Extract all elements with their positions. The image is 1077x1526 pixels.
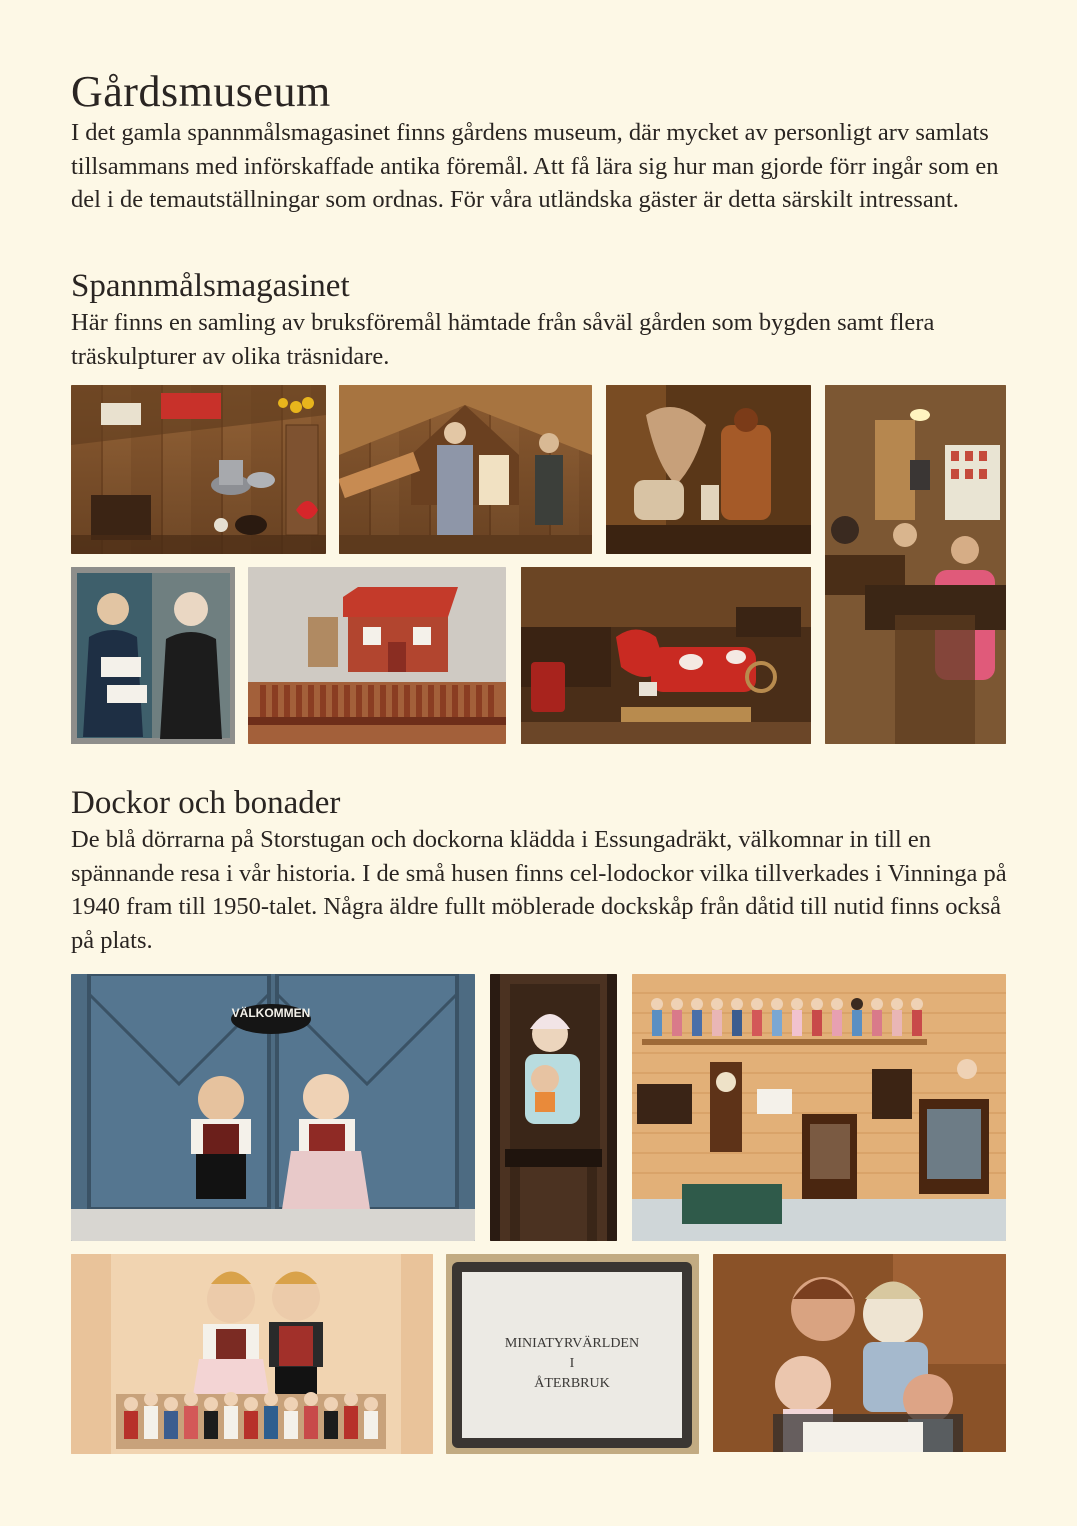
section-text-dockor-och-bonader: De blå dörrarna på Storstugan och dockorna klädda i Essungadräkt, välkomnar in till en spännande resa i vår historia. I de små husen finns cel-lodockor vilka tillverkades i Vinninga på 1940 fram till 1950-talet. Några äldre fullt möblerade dockskåp från dåtid till nutid finns också på plats. <box>71 826 1007 954</box>
photo-attic-mannequins-art <box>339 385 592 554</box>
page-title: Gårdsmuseum <box>71 67 331 116</box>
photo-attic-household-items <box>71 385 326 554</box>
photo-portrait-paintings-art <box>71 567 235 744</box>
intro-paragraph: I det gamla spannmålsmagasinet finns gårdens museum, där mycket av personligt arv samlats tillsammans med införskaffade antika föremål. Att få lära sig hur man gjorde förr ingår som en del i de temautställningar som ordnas. För våra utländska gäster är detta särskilt intressant. <box>71 119 999 213</box>
photo-celluloid-dolls <box>713 1254 1006 1452</box>
photo-blue-doors-dolls <box>71 974 475 1241</box>
photo-portrait-paintings <box>71 567 235 744</box>
photo-doll-on-chair <box>490 974 617 1241</box>
photo-doll-on-chair-art <box>490 974 617 1241</box>
welcome-sign-text: VÄLKOMMEN <box>231 1006 311 1020</box>
photo-wood-sculptures <box>606 385 811 554</box>
photo-toy-cow-art <box>521 567 811 744</box>
framed-sign-line1: MINIATYRVÄRLDEN <box>504 1336 640 1351</box>
section-text-spannmalsmagasinet: Här finns en samling av bruksföremål hämtade från såväl gården som bygden samt flera träskulpturer av olika träsnidare. <box>71 309 935 370</box>
photo-miniature-house <box>248 567 506 744</box>
photo-dollhouse-room-art <box>632 974 1006 1241</box>
photo-wood-sculptures-art <box>606 385 811 554</box>
photo-miniature-house-art <box>248 567 506 744</box>
photo-toy-cow <box>521 567 811 744</box>
photo-attic-mannequins <box>339 385 592 554</box>
photo-dolls-folk-costumes <box>71 1254 433 1454</box>
section-heading-spannmalsmagasinet: Spannmålsmagasinet <box>71 268 350 304</box>
photo-children-schoolroom <box>825 385 1006 744</box>
photo-children-schoolroom-art <box>825 385 1006 744</box>
photo-attic-household-items-art <box>71 385 326 554</box>
framed-sign-line3: ÅTERBRUK <box>534 1376 610 1391</box>
photo-dolls-folk-costumes-art <box>71 1254 433 1454</box>
photo-dollhouse-room <box>632 974 1006 1241</box>
photo-celluloid-dolls-art <box>713 1254 1006 1452</box>
framed-sign-text <box>462 1334 682 1394</box>
section-heading-dockor-och-bonader: Dockor och bonader <box>71 785 341 821</box>
framed-sign-line2: I <box>569 1356 575 1371</box>
photo-framed-sign <box>446 1254 699 1454</box>
